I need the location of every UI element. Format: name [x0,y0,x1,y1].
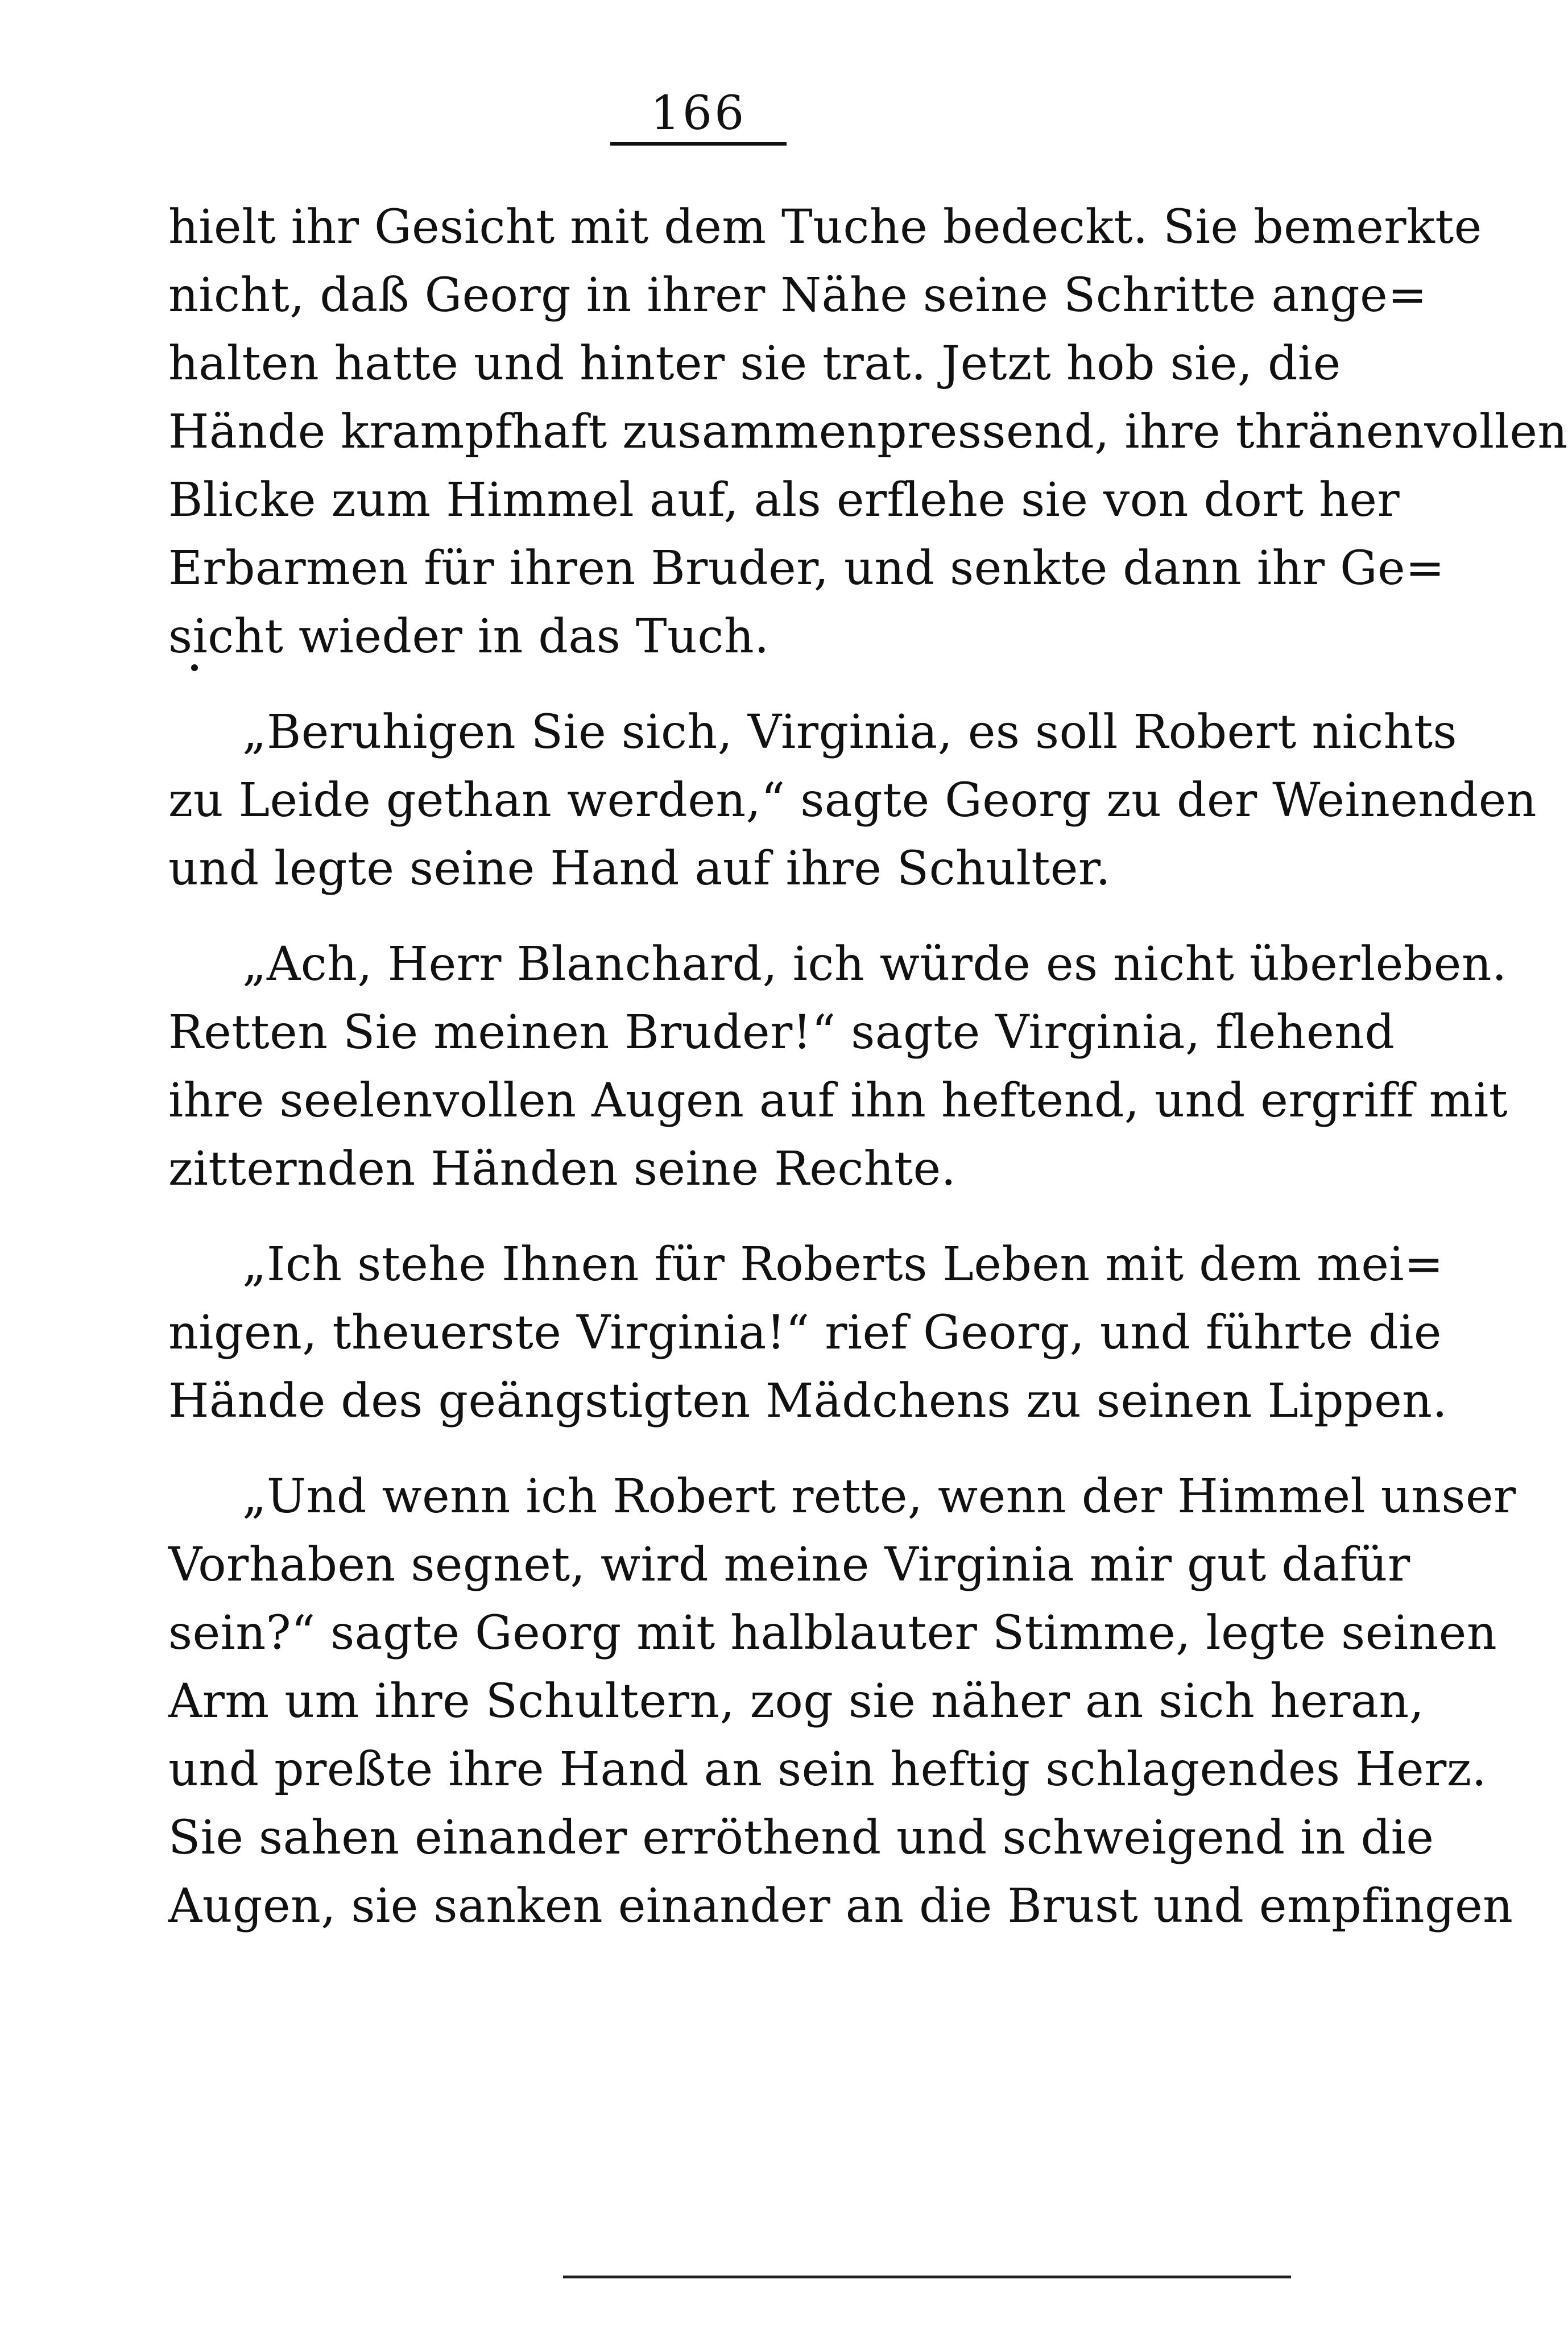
page-number: 166 [650,86,747,140]
text-line: Augen, sie sanken einander an die Brust und empfingen [168,1879,1513,1933]
text-line: Hände des geängstigten Mädchens zu seinen Lippen. [168,1374,1448,1428]
text-line: nigen, theuerste Virginia!“ rief Georg, und führte die [168,1306,1442,1360]
page-edge-rule [563,2276,1291,2278]
paragraph [168,930,1508,1203]
body-text [168,193,1568,1941]
paragraph [168,698,1537,903]
paragraph [168,1231,1448,1436]
text-line: ihre seelenvollen Augen auf ihn heftend, und ergriff mit [168,1074,1508,1128]
header-rule [610,142,787,146]
text-line: halten hatte und hinter sie trat. Jetzt hob sie, die [168,337,1341,391]
text-line: „Ich stehe Ihnen für Roberts Leben mit dem mei= [242,1238,1444,1292]
text-line: „Ach, Herr Blanchard, ich würde es nicht überleben. [242,937,1507,991]
text-line: Arm um ihre Schultern, zog sie näher an sich heran, [168,1674,1425,1728]
paragraph [168,1463,1516,1941]
text-line: Vorhaben segnet, wird meine Virginia mir gut dafür [168,1538,1410,1592]
text-line: nicht, daß Georg in ihrer Nähe seine Schritte ange= [168,268,1428,322]
text-line: sein?“ sagte Georg mit halblauter Stimme, legte seinen [168,1606,1497,1660]
paragraph [168,193,1568,671]
text-line: und preßte ihre Hand an sein heftig schlagendes Herz. [168,1743,1487,1797]
text-line: zitternden Händen seine Rechte. [168,1142,957,1196]
text-line: Erbarmen für ihren Bruder, und senkte dann ihr Ge= [168,541,1445,595]
text-line: zu Leide gethan werden,“ sagte Georg zu der Weinenden [168,773,1537,828]
text-line: und legte seine Hand auf ihre Schulter. [168,842,1111,896]
text-line: sicht wieder in das Tuch. [168,610,769,664]
text-line: Hände krampfhaft zusammenpressend, ihre thränenvollen [168,405,1568,459]
text-line: Blicke zum Himmel auf, als erflehe sie von dort her [168,473,1400,527]
text-line: Sie sahen einander erröthend und schweigend in die [168,1811,1434,1865]
text-line: „Und wenn ich Robert rette, wenn der Himmel unser [242,1470,1516,1524]
ink-speck [191,664,198,671]
text-line: „Beruhigen Sie sich, Virginia, es soll Robert nichts [242,705,1458,759]
text-line: hielt ihr Gesicht mit dem Tuche bedeckt. Sie bemerkte [168,200,1482,254]
text-line: Retten Sie meinen Bruder!“ sagte Virginia, flehend [168,1006,1395,1060]
